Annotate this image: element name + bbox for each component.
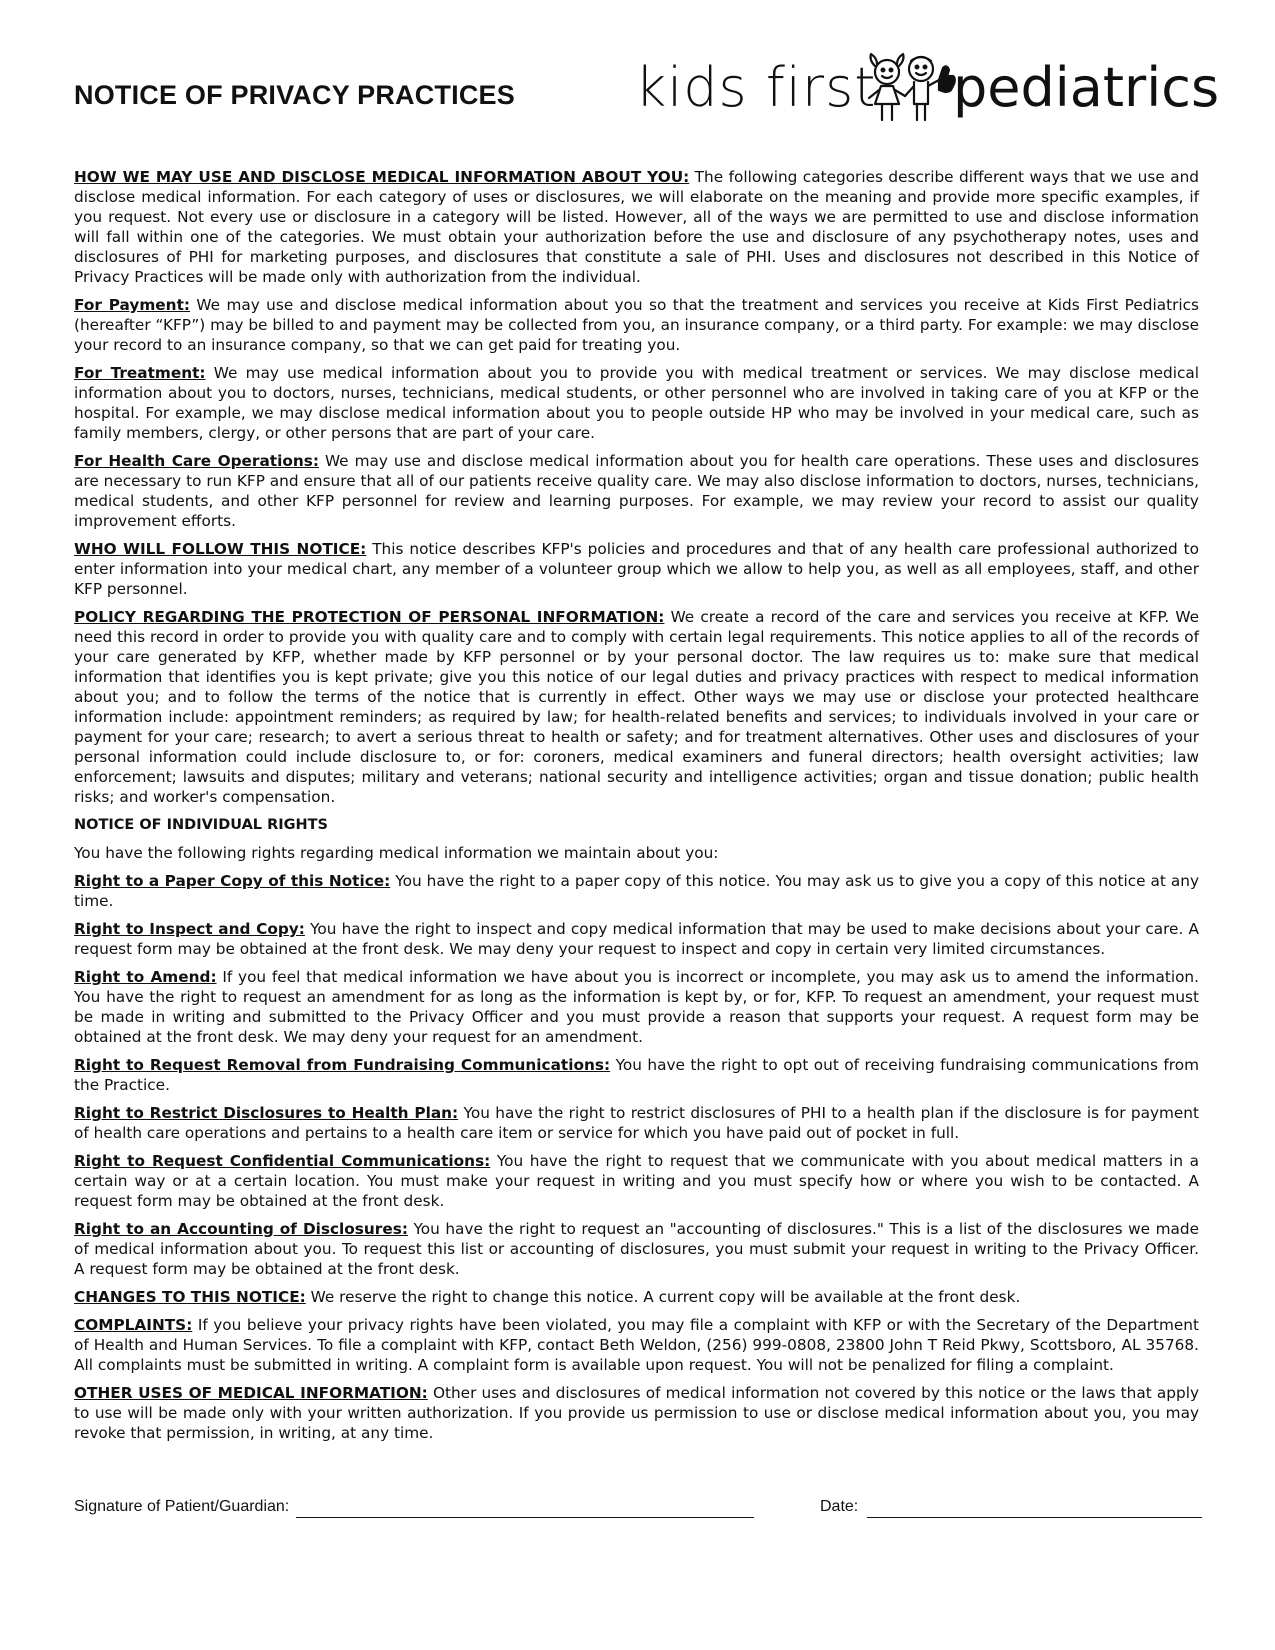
section-who-will-follow: WHO WILL FOLLOW THIS NOTICE: This notice describes KFP's policies and procedures and that of any health care professional authorized to enter information into your medical chart, any member of a volunteer group which we allow to help you, as well as all employees, staff, and other KFP personnel. — [74, 540, 1199, 598]
logo-text-pediatrics: pediatrics — [953, 56, 1220, 119]
rights-intro: You have the following rights regarding medical information we maintain about you: — [74, 844, 719, 862]
signature-label: Signature of Patient/Guardian: — [74, 1498, 290, 1515]
section-payment: For Payment: We may use and disclose medical information about you so that the treatment and services you receive at Kids First Pediatrics (hereafter “KFP”) may be billed to and payment may be collected from you, an insurance company, or a third party. For example: we may disclose your record to an insurance company, so that we can get paid for treating you. — [74, 296, 1200, 354]
section-other-uses: OTHER USES OF MEDICAL INFORMATION: Other uses and disclosures of medical information not covered by this notice or the laws that apply to use will be made only with your written authorization. If you provide us permission to use or disclose medical information about you, you may revoke that permission, in writing, at any time. — [74, 1384, 1199, 1442]
right-restrict-disclosures: Right to Restrict Disclosures to Health Plan: You have the right to restrict disclosures of PHI to a health plan if the disclosure is for payment of health care operations and pertains to a health care item or service for which you have paid out of pocket in full. — [74, 1104, 1200, 1142]
right-accounting-disclosures: Right to an Accounting of Disclosures: You have the right to request an "accounting of disclosures." This is a list of the disclosures we made of medical information about you. To request this list or accounting of disclosures, you must submit your request in writing to the Privacy Officer. A request form may be obtained at the front desk. — [74, 1220, 1199, 1278]
section-complaints: COMPLAINTS: If you believe your privacy rights have been violated, you may file a complaint with KFP or with the Secretary of the Department of Health and Human Services. To file a complaint with KFP, contact Beth Weldon, (256) 999-0808, 23800 John T Reid Pkwy, Scottsboro, AL 35768. All complaints must be submitted in writing. A complaint form is available upon request. You will not be penalized for filing a complaint. — [74, 1316, 1199, 1374]
kids-figures-icon — [859, 52, 959, 132]
rights-heading: NOTICE OF INDIVIDUAL RIGHTS — [74, 817, 329, 833]
section-health-care-operations: For Health Care Operations: We may use and disclose medical information about you for health care operations. These uses and disclosures are necessary to run KFP and ensure that all of our patients receive quality care. We may also disclose information to doctors, nurses, technicians, medical students, and other KFP personnel for review and learning purposes. For example, we may review your record to assist our quality improvement efforts. — [74, 452, 1199, 530]
right-paper-copy: Right to a Paper Copy of this Notice: You have the right to a paper copy of this notice. You may ask us to give you a copy of this notice at any time. — [74, 872, 1199, 910]
date-label: Date: — [820, 1498, 859, 1515]
right-fundraising-removal: Right to Request Removal from Fundraising Communications: You have the right to opt out of receiving fundraising communications from the Practice. — [74, 1056, 1199, 1094]
section-protection-policy: POLICY REGARDING THE PROTECTION OF PERSONAL INFORMATION: We create a record of the care and services you receive at KFP. We need this record in order to provide you with quality care and to comply with certain legal requirements. This notice applies to all of the records of your care generated by KFP, whether made by KFP personnel or by your personal doctor. The law requires us to: make sure that medical information that identifies you is kept private; give you this notice of our legal duties and privacy practices with respect to medical information about you; and to follow the terms of the notice that is currently in effect. Other ways we may use or disclose your protected healthcare information include: appointment reminders; as required by law; for health-related benefits and services; to individuals involved in your care or payment for your care; research; to avert a serious threat to health or safety; and for treatment alternatives. Other uses and disclosures of your personal information could include disclosure to, or for: coroners, medical examiners and funeral directors; health oversight activities; law enforcement; lawsuits and disputes; military and veterans; national security and intelligence activities; organ and tissue donation; public health risks; and worker's compensation. — [74, 608, 1199, 806]
page-title: NOTICE OF PRIVACY PRACTICES — [74, 80, 515, 110]
signature-row — [74, 1498, 1199, 1522]
kids-first-pediatrics-logo — [635, 48, 1220, 138]
signature-line[interactable] — [296, 1517, 754, 1518]
date-line[interactable] — [867, 1517, 1202, 1518]
section-treatment: For Treatment: We may use medical information about you to provide you with medical treatment or services. We may disclose medical information about you to doctors, nurses, technicians, medical students, or other personnel who are involved in taking care of you at KFP or the hospital. For example, we may disclose medical information about you to people outside HP who may be involved in your medical care, such as family members, clergy, or other persons that are part of your care. — [74, 364, 1199, 442]
right-inspect-copy: Right to Inspect and Copy: You have the right to inspect and copy medical information that may be used to make decisions about your care. A request form may be obtained at the front desk. We may deny your request to inspect and copy in certain very limited circumstances. — [74, 920, 1199, 958]
notice-body — [74, 167, 1199, 1451]
right-amend: Right to Amend: If you feel that medical information we have about you is incorrect or incomplete, you may ask us to amend the information. You have the right to request an amendment for as long as the information is kept by, or for, KFP. To request an amendment, your request must be made in writing and submitted to the Privacy Officer and you must provide a reason that supports your request. A request form may be obtained at the front desk. We may deny your request for an amendment. — [74, 968, 1199, 1046]
right-confidential-communications: Right to Request Confidential Communications: You have the right to request that we communicate with you about medical matters in a certain way or at a certain location. You must make your request in writing and you must specify how or where you wish to be contacted. A request form may be obtained at the front desk. — [74, 1152, 1199, 1210]
section-uses-disclosures: HOW WE MAY USE AND DISCLOSE MEDICAL INFORMATION ABOUT YOU: The following categories describe different ways that we use and disclose medical information. For each category of uses or disclosures, we will elaborate on the meaning and provide more specific examples, if you request. Not every use or disclosure in a category will be listed. However, all of the ways we are permitted to use and disclose information will fall within one of the categories. We must obtain your authorization before the use and disclosure of any psychotherapy notes, uses and disclosures of PHI for marketing purposes, and disclosures that constitute a sale of PHI. Uses and disclosures not described in this Notice of Privacy Practices will be made only with authorization from the individual. — [74, 168, 1199, 286]
section-changes: CHANGES TO THIS NOTICE: We reserve the right to change this notice. A current copy will be available at the front desk. — [74, 1288, 1021, 1306]
logo-text-kids-first: kids first — [635, 56, 877, 119]
